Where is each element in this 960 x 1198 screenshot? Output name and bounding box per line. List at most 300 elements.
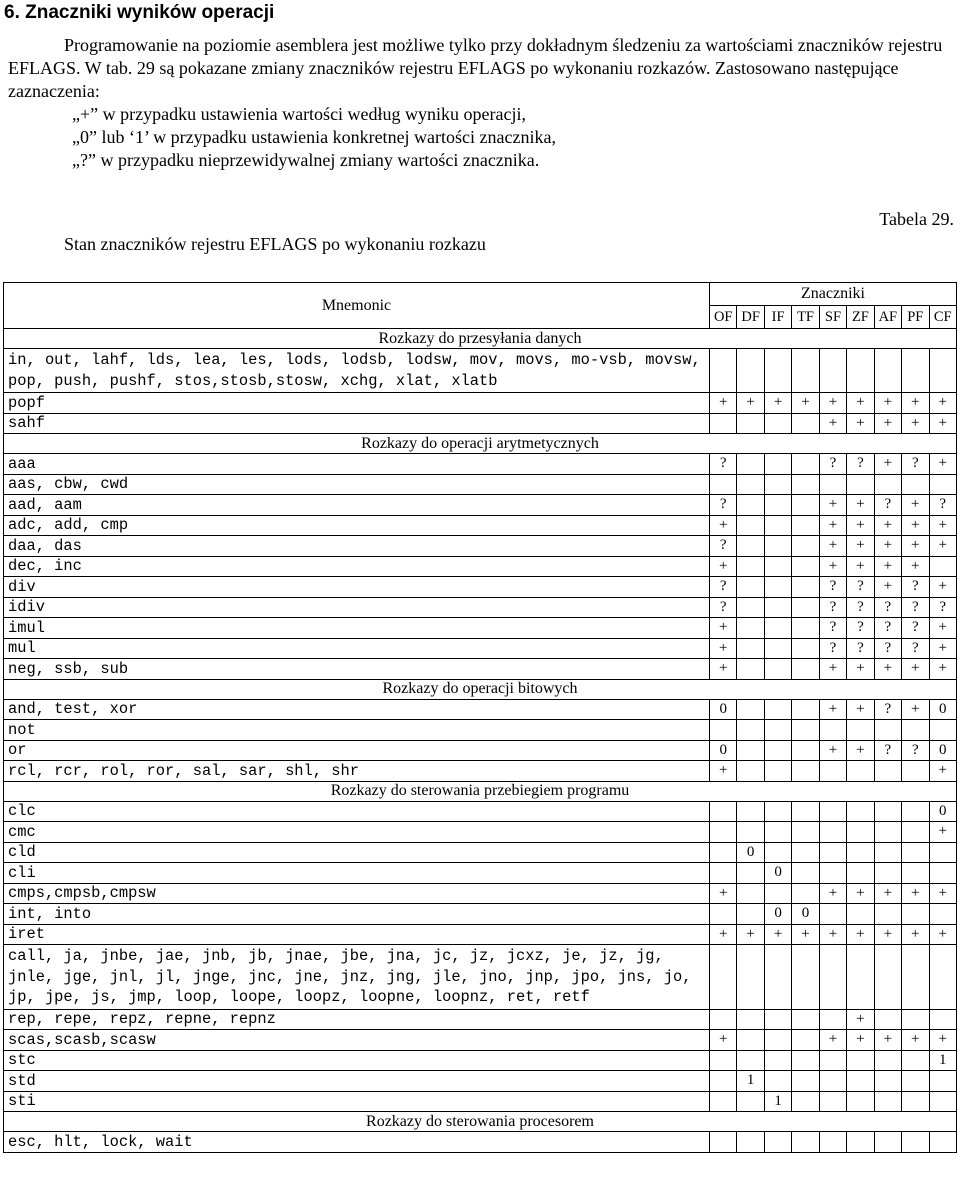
flag-cell-if — [764, 801, 791, 822]
flag-cell-if — [764, 822, 791, 843]
flag-cell-of — [710, 1091, 737, 1112]
table-row — [4, 413, 957, 434]
flag-cell-cf: + — [929, 413, 957, 434]
flag-cell-zf: + — [847, 413, 874, 434]
mnemonic-cell: rcl, rcr, rol, ror, sal, sar, shl, shr — [4, 761, 710, 782]
flag-cell-af — [874, 904, 901, 925]
flag-cell-pf: + — [902, 883, 929, 904]
flag-header-pf: PF — [902, 306, 929, 329]
flag-cell-of: + — [710, 761, 737, 782]
flag-cell-af — [874, 1009, 901, 1030]
mnemonic-cell: aad, aam — [4, 495, 710, 516]
flag-cell-of: ? — [710, 495, 737, 516]
flag-cell-cf: + — [929, 883, 957, 904]
flag-cell-sf — [819, 474, 846, 495]
flag-cell-pf: + — [902, 659, 929, 680]
flag-header-if: IF — [764, 306, 791, 329]
flag-cell-af — [874, 1050, 901, 1071]
flag-cell-of: + — [710, 883, 737, 904]
flag-cell-af — [874, 349, 901, 393]
flag-cell-af: + — [874, 515, 901, 536]
mnemonic-cell: int, into — [4, 904, 710, 925]
flag-cell-sf — [819, 349, 846, 393]
flag-cell-cf — [929, 720, 957, 741]
flag-cell-cf: + — [929, 515, 957, 536]
flag-cell-pf: + — [902, 515, 929, 536]
flag-cell-of — [710, 413, 737, 434]
table-row — [4, 1050, 957, 1071]
flag-cell-zf — [847, 1091, 874, 1112]
table-row — [4, 1009, 957, 1030]
flag-cell-sf: + — [819, 1030, 846, 1051]
table-row — [4, 1030, 957, 1051]
mnemonic-cell: popf — [4, 393, 710, 414]
flag-cell-tf: + — [792, 924, 819, 945]
flag-cell-sf — [819, 822, 846, 843]
mnemonic-cell: iret — [4, 924, 710, 945]
flag-cell-if: + — [764, 393, 791, 414]
eflags-table — [3, 282, 957, 1153]
flag-cell-of — [710, 945, 737, 1010]
mnemonic-cell: and, test, xor — [4, 699, 710, 720]
flag-cell-pf: ? — [902, 740, 929, 761]
flag-cell-cf: + — [929, 761, 957, 782]
flag-cell-cf — [929, 1132, 957, 1153]
flag-cell-af: ? — [874, 597, 901, 618]
flag-cell-zf — [847, 904, 874, 925]
section-row — [4, 434, 957, 454]
flag-cell-if — [764, 945, 791, 1010]
flag-cell-df — [737, 801, 764, 822]
flag-cell-cf — [929, 1071, 957, 1092]
flag-cell-sf: + — [819, 515, 846, 536]
flag-cell-of — [710, 904, 737, 925]
flag-cell-pf — [902, 945, 929, 1010]
flag-cell-cf: ? — [929, 495, 957, 516]
flag-cell-cf — [929, 904, 957, 925]
flag-cell-df — [737, 495, 764, 516]
mnemonic-cell: cli — [4, 863, 710, 884]
flag-cell-tf — [792, 842, 819, 863]
flag-cell-sf — [819, 1071, 846, 1092]
flag-header-sf: SF — [819, 306, 846, 329]
flag-cell-tf — [792, 556, 819, 577]
flag-cell-df — [737, 536, 764, 557]
mnemonic-cell: dec, inc — [4, 556, 710, 577]
mnemonic-cell: or — [4, 740, 710, 761]
flag-cell-sf — [819, 842, 846, 863]
flag-cell-pf — [902, 349, 929, 393]
flag-cell-cf: + — [929, 924, 957, 945]
flag-cell-df — [737, 577, 764, 598]
flag-cell-af: + — [874, 393, 901, 414]
flag-cell-sf: + — [819, 393, 846, 414]
flag-cell-of — [710, 1050, 737, 1071]
flag-cell-tf — [792, 413, 819, 434]
flag-cell-if — [764, 740, 791, 761]
flag-cell-of: ? — [710, 454, 737, 475]
flag-cell-df: + — [737, 393, 764, 414]
flag-cell-pf: + — [902, 924, 929, 945]
flag-header-tf: TF — [792, 306, 819, 329]
flag-cell-tf — [792, 536, 819, 557]
flag-cell-of: + — [710, 924, 737, 945]
flag-cell-af: + — [874, 924, 901, 945]
flag-cell-if — [764, 699, 791, 720]
flag-cell-tf — [792, 801, 819, 822]
flag-cell-zf — [847, 863, 874, 884]
flag-cell-tf — [792, 863, 819, 884]
flag-cell-df — [737, 883, 764, 904]
flag-cell-pf — [902, 1132, 929, 1153]
flag-cell-pf — [902, 761, 929, 782]
table-caption: Stan znaczników rejestru EFLAGS po wykonaniu rozkazu — [64, 234, 486, 254]
flag-cell-af: + — [874, 1030, 901, 1051]
flag-cell-sf: ? — [819, 454, 846, 475]
mnemonic-header: Mnemonic — [4, 283, 710, 329]
table-row — [4, 761, 957, 782]
flag-cell-zf — [847, 945, 874, 1010]
flag-cell-tf — [792, 349, 819, 393]
flag-cell-af: ? — [874, 740, 901, 761]
mnemonic-cell: call, ja, jnbe, jae, jnb, jb, jnae, jbe, jna, jc, jz, jcxz, je, jz, jg, jnle, jge, jnl, jl, jnge, jnc, jne, jnz, jng, jle, jno, jnp, jpo, jns, jo, jp, jpe, js, jmp, loop, loope, loopz, loopne, loopnz, ret, retf — [4, 945, 710, 1010]
flag-cell-pf — [902, 1009, 929, 1030]
flag-cell-pf: ? — [902, 618, 929, 639]
section-title: Rozkazy do przesyłania danych — [4, 329, 957, 349]
section-row — [4, 781, 957, 801]
section-row — [4, 1112, 957, 1132]
flag-cell-zf: + — [847, 556, 874, 577]
flag-cell-af: + — [874, 413, 901, 434]
table-row — [4, 618, 957, 639]
flag-cell-cf — [929, 556, 957, 577]
flag-cell-sf: + — [819, 495, 846, 516]
flag-cell-af: + — [874, 536, 901, 557]
flag-cell-pf — [902, 801, 929, 822]
flag-cell-pf — [902, 904, 929, 925]
flag-cell-pf: + — [902, 495, 929, 516]
table-row — [4, 556, 957, 577]
flag-cell-sf: + — [819, 883, 846, 904]
flag-cell-df: 1 — [737, 1071, 764, 1092]
flag-cell-of — [710, 474, 737, 495]
flag-cell-af — [874, 1132, 901, 1153]
flag-cell-sf — [819, 801, 846, 822]
flag-cell-zf — [847, 761, 874, 782]
flag-cell-zf: + — [847, 1009, 874, 1030]
mnemonic-cell: mul — [4, 638, 710, 659]
section-row — [4, 329, 957, 349]
table-row — [4, 904, 957, 925]
mnemonic-cell: aaa — [4, 454, 710, 475]
flag-cell-tf — [792, 454, 819, 475]
table-row — [4, 577, 957, 598]
flag-cell-zf: ? — [847, 597, 874, 618]
table-row — [4, 924, 957, 945]
flag-cell-zf: ? — [847, 454, 874, 475]
flag-cell-if — [764, 536, 791, 557]
table-row — [4, 474, 957, 495]
flag-cell-of — [710, 822, 737, 843]
flag-cell-zf: + — [847, 495, 874, 516]
flag-cell-af: ? — [874, 699, 901, 720]
flag-cell-df — [737, 556, 764, 577]
flag-cell-pf: ? — [902, 597, 929, 618]
flag-cell-cf: + — [929, 577, 957, 598]
flag-cell-df — [737, 659, 764, 680]
flag-cell-sf — [819, 945, 846, 1010]
flag-cell-if — [764, 349, 791, 393]
flag-cell-tf: + — [792, 393, 819, 414]
flag-cell-sf — [819, 720, 846, 741]
flag-cell-df — [737, 740, 764, 761]
flag-cell-of: + — [710, 515, 737, 536]
flag-cell-df — [737, 597, 764, 618]
flag-cell-sf: ? — [819, 577, 846, 598]
flag-cell-cf: 1 — [929, 1050, 957, 1071]
intro-paragraph — [8, 34, 952, 172]
mnemonic-cell: std — [4, 1071, 710, 1092]
flag-cell-df — [737, 454, 764, 475]
flag-cell-zf — [847, 474, 874, 495]
flag-cell-cf: + — [929, 393, 957, 414]
flag-cell-df — [737, 474, 764, 495]
flag-cell-tf — [792, 1132, 819, 1153]
flag-cell-df — [737, 863, 764, 884]
flag-cell-of: ? — [710, 577, 737, 598]
flag-cell-pf: ? — [902, 577, 929, 598]
flag-cell-df: + — [737, 924, 764, 945]
flag-cell-tf — [792, 638, 819, 659]
flag-cell-sf — [819, 1132, 846, 1153]
table-row — [4, 863, 957, 884]
flag-cell-zf: + — [847, 699, 874, 720]
flag-cell-of: ? — [710, 536, 737, 557]
mnemonic-cell: scas,scasb,scasw — [4, 1030, 710, 1051]
flag-cell-zf — [847, 1050, 874, 1071]
flag-cell-cf: ? — [929, 597, 957, 618]
table-row — [4, 1071, 957, 1092]
flag-cell-pf — [902, 1050, 929, 1071]
flag-cell-if — [764, 597, 791, 618]
flag-cell-of — [710, 1132, 737, 1153]
flag-cell-tf — [792, 1009, 819, 1030]
flag-cell-pf: + — [902, 699, 929, 720]
table-row — [4, 515, 957, 536]
flag-cell-zf: + — [847, 659, 874, 680]
flag-cell-if — [764, 720, 791, 741]
flags-header: Znaczniki — [710, 283, 957, 306]
flag-cell-zf: + — [847, 740, 874, 761]
flag-cell-zf — [847, 1132, 874, 1153]
flag-cell-df — [737, 945, 764, 1010]
flag-cell-of — [710, 349, 737, 393]
flag-cell-tf — [792, 1030, 819, 1051]
flag-cell-if — [764, 495, 791, 516]
mnemonic-cell: div — [4, 577, 710, 598]
flag-cell-cf: + — [929, 659, 957, 680]
table-row — [4, 883, 957, 904]
section-title: Rozkazy do operacji bitowych — [4, 679, 957, 699]
flag-cell-of: 0 — [710, 740, 737, 761]
section-title: Rozkazy do sterowania procesorem — [4, 1112, 957, 1132]
flag-cell-cf: 0 — [929, 699, 957, 720]
flag-cell-of — [710, 863, 737, 884]
flag-cell-cf: 0 — [929, 801, 957, 822]
flag-cell-sf: + — [819, 699, 846, 720]
flag-cell-af — [874, 720, 901, 741]
flag-cell-of — [710, 842, 737, 863]
flag-cell-cf: + — [929, 638, 957, 659]
flag-cell-tf — [792, 495, 819, 516]
flag-cell-cf — [929, 1009, 957, 1030]
flag-cell-zf — [847, 349, 874, 393]
flag-header-of: OF — [710, 306, 737, 329]
flag-cell-pf: ? — [902, 454, 929, 475]
flag-cell-df — [737, 1132, 764, 1153]
flag-cell-df — [737, 761, 764, 782]
flag-cell-zf — [847, 822, 874, 843]
flag-cell-df — [737, 1009, 764, 1030]
flag-header-zf: ZF — [847, 306, 874, 329]
flag-cell-tf — [792, 618, 819, 639]
flag-cell-tf — [792, 699, 819, 720]
flag-cell-af: + — [874, 556, 901, 577]
flag-cell-if: 0 — [764, 904, 791, 925]
flag-cell-sf — [819, 1050, 846, 1071]
flag-cell-sf: + — [819, 556, 846, 577]
flag-cell-zf: + — [847, 924, 874, 945]
flag-cell-af: + — [874, 454, 901, 475]
flag-cell-of: 0 — [710, 699, 737, 720]
table-row — [4, 393, 957, 414]
flag-cell-of — [710, 720, 737, 741]
mnemonic-cell: stc — [4, 1050, 710, 1071]
flag-cell-of: + — [710, 1030, 737, 1051]
flag-cell-zf: + — [847, 393, 874, 414]
mnemonic-cell: cld — [4, 842, 710, 863]
flag-cell-of: + — [710, 393, 737, 414]
flag-cell-af — [874, 842, 901, 863]
mnemonic-cell: cmps,cmpsb,cmpsw — [4, 883, 710, 904]
flag-cell-cf — [929, 474, 957, 495]
flag-cell-sf — [819, 863, 846, 884]
flag-cell-df — [737, 1050, 764, 1071]
flag-cell-tf — [792, 515, 819, 536]
flag-cell-af: ? — [874, 495, 901, 516]
flag-cell-if — [764, 842, 791, 863]
mnemonic-cell: esc, hlt, lock, wait — [4, 1132, 710, 1153]
flag-cell-af — [874, 761, 901, 782]
table-row — [4, 1091, 957, 1112]
flag-cell-tf — [792, 883, 819, 904]
flag-cell-if: + — [764, 924, 791, 945]
flag-cell-df — [737, 720, 764, 741]
flag-cell-cf — [929, 349, 957, 393]
flag-cell-pf — [902, 822, 929, 843]
section-row — [4, 679, 957, 699]
flag-header-cf: CF — [929, 306, 957, 329]
flag-cell-zf: + — [847, 515, 874, 536]
flag-cell-zf: ? — [847, 618, 874, 639]
legend-plus: „+” w przypadku ustawienia wartości według wyniku operacji, — [72, 104, 527, 124]
mnemonic-cell: imul — [4, 618, 710, 639]
legend-question: „?” w przypadku nieprzewidywalnej zmiany wartości znacznika. — [72, 150, 540, 170]
mnemonic-cell: idiv — [4, 597, 710, 618]
flag-cell-pf: + — [902, 413, 929, 434]
table-row — [4, 659, 957, 680]
flag-cell-cf: + — [929, 454, 957, 475]
flag-cell-af — [874, 863, 901, 884]
flag-cell-of: + — [710, 638, 737, 659]
flag-cell-if: 1 — [764, 1091, 791, 1112]
flag-cell-df — [737, 413, 764, 434]
flag-cell-if: 0 — [764, 863, 791, 884]
flag-cell-sf: + — [819, 740, 846, 761]
flag-cell-af — [874, 1091, 901, 1112]
flag-header-df: DF — [737, 306, 764, 329]
section-title: Rozkazy do sterowania przebiegiem programu — [4, 781, 957, 801]
flag-cell-pf — [902, 863, 929, 884]
flag-header-af: AF — [874, 306, 901, 329]
flag-cell-sf: + — [819, 924, 846, 945]
flag-cell-of — [710, 801, 737, 822]
table-row — [4, 699, 957, 720]
flag-cell-tf — [792, 1071, 819, 1092]
flag-cell-df — [737, 1030, 764, 1051]
flag-cell-af: ? — [874, 618, 901, 639]
flag-cell-pf — [902, 720, 929, 741]
table-row — [4, 945, 957, 1010]
flag-cell-of: ? — [710, 597, 737, 618]
flag-cell-if — [764, 474, 791, 495]
table-row — [4, 536, 957, 557]
table-number: Tabela 29. — [879, 209, 954, 229]
flag-cell-cf — [929, 945, 957, 1010]
table-row — [4, 495, 957, 516]
mnemonic-cell: adc, add, cmp — [4, 515, 710, 536]
mnemonic-cell: sti — [4, 1091, 710, 1112]
flag-cell-tf: 0 — [792, 904, 819, 925]
flag-cell-cf: + — [929, 1030, 957, 1051]
flag-cell-sf: ? — [819, 638, 846, 659]
flag-cell-pf: + — [902, 1030, 929, 1051]
flag-cell-pf — [902, 474, 929, 495]
flag-cell-af — [874, 801, 901, 822]
table-row — [4, 638, 957, 659]
flag-cell-sf: + — [819, 536, 846, 557]
flag-cell-af — [874, 945, 901, 1010]
table-row — [4, 740, 957, 761]
flag-cell-pf — [902, 842, 929, 863]
flag-cell-af: + — [874, 577, 901, 598]
flag-cell-if — [764, 659, 791, 680]
flag-cell-af — [874, 822, 901, 843]
flag-cell-sf: ? — [819, 597, 846, 618]
section-title: Rozkazy do operacji arytmetycznych — [4, 434, 957, 454]
flag-cell-of — [710, 1071, 737, 1092]
flag-cell-pf: + — [902, 393, 929, 414]
mnemonic-cell: cmc — [4, 822, 710, 843]
flag-cell-af — [874, 1071, 901, 1092]
flag-cell-sf: ? — [819, 618, 846, 639]
flag-cell-zf: ? — [847, 577, 874, 598]
table-row — [4, 720, 957, 741]
mnemonic-cell: neg, ssb, sub — [4, 659, 710, 680]
flag-cell-if — [764, 618, 791, 639]
flag-cell-tf — [792, 577, 819, 598]
flag-cell-df — [737, 1091, 764, 1112]
